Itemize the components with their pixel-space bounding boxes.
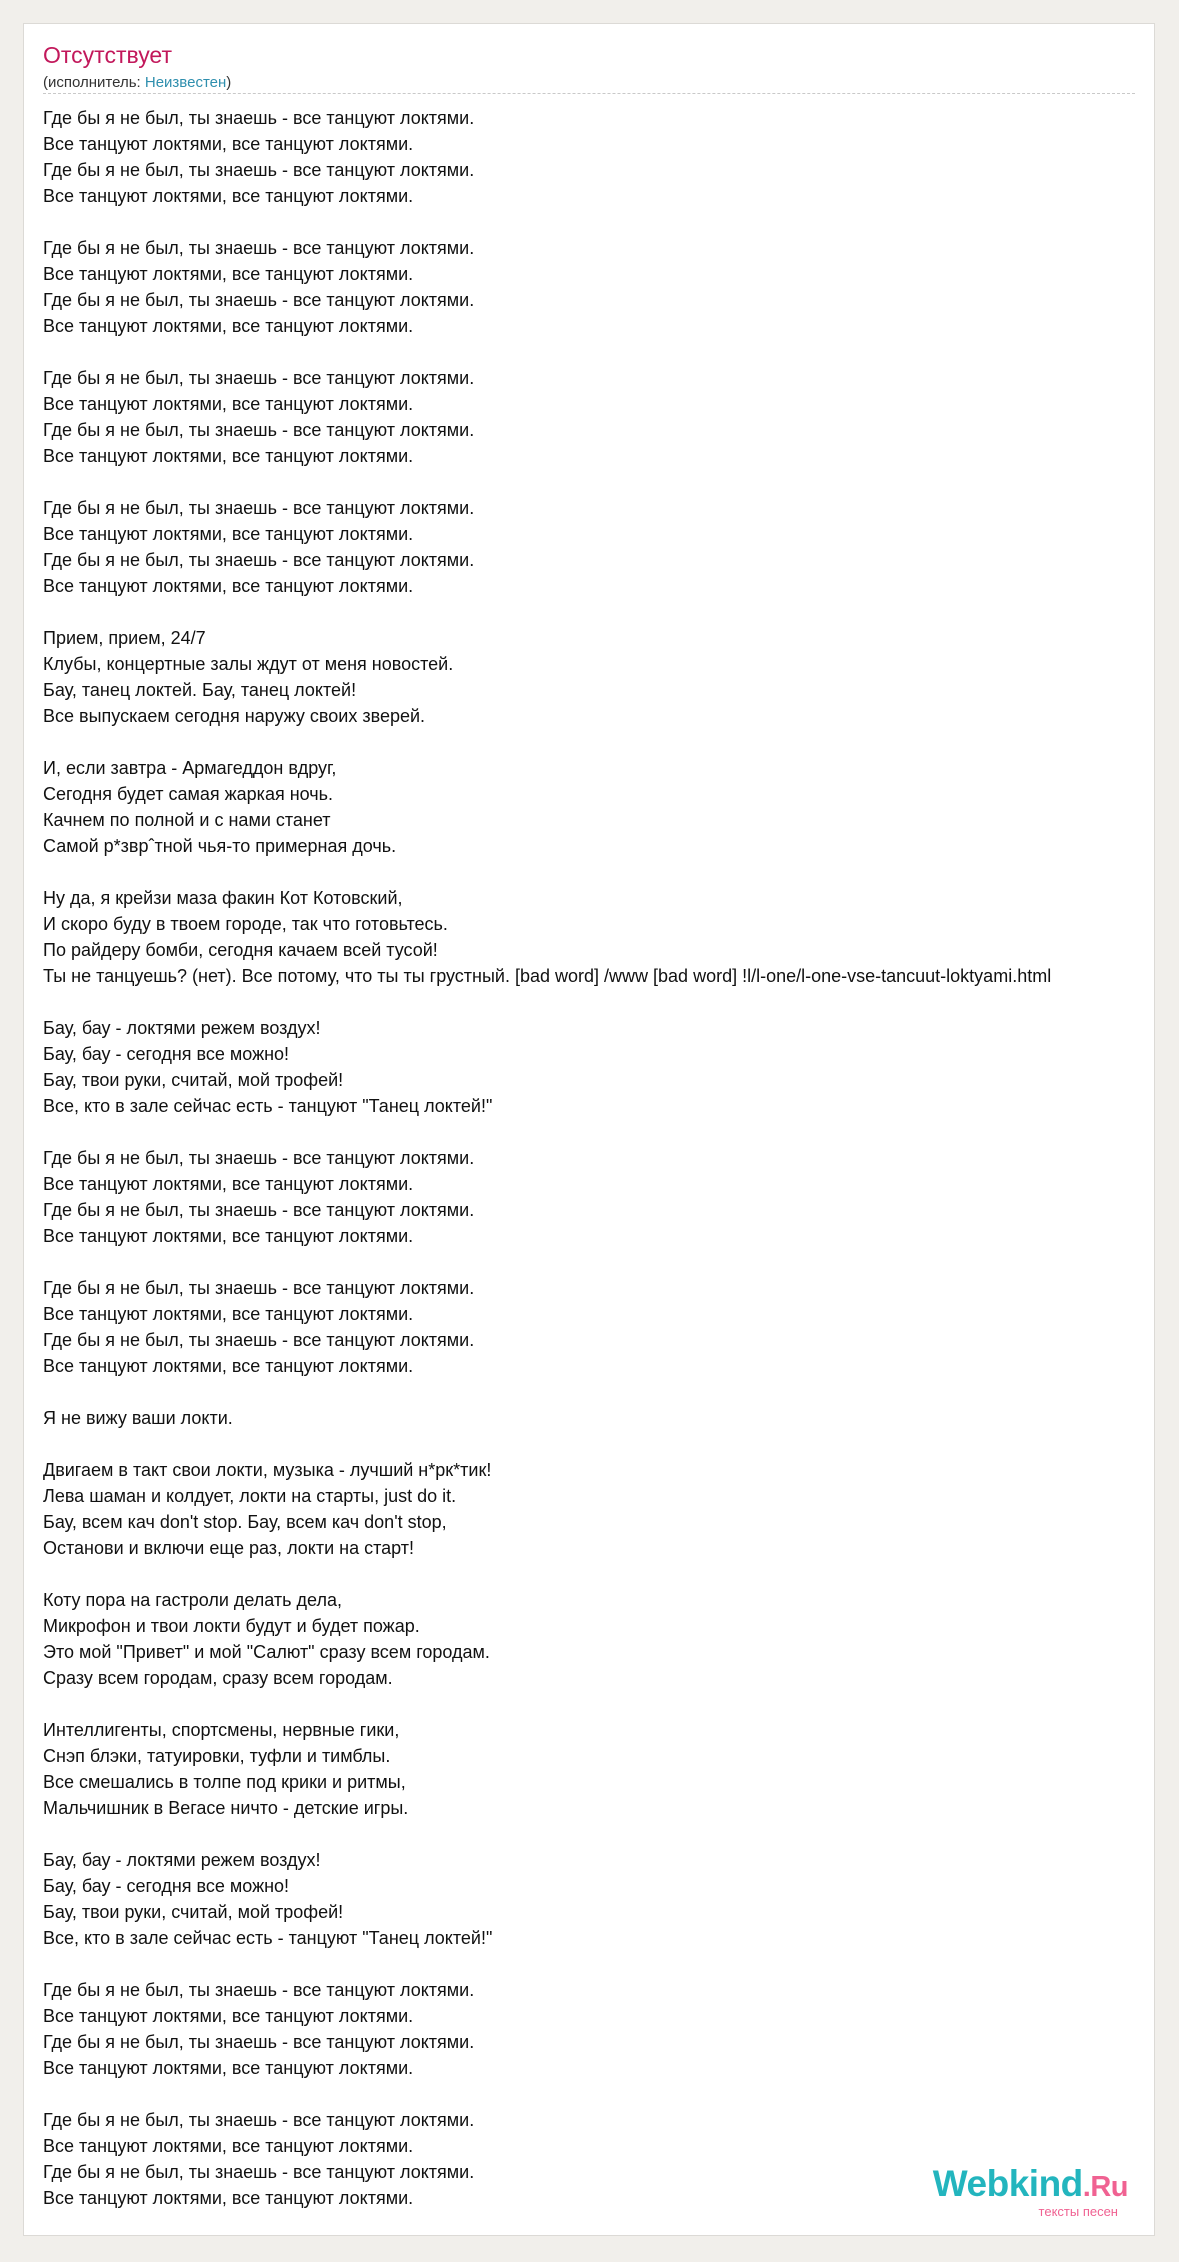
lyric-line: Все танцуют локтями, все танцуют локтями. xyxy=(43,2006,414,2026)
lyric-line: Снэп блэки, татуировки, туфли и тимблы. xyxy=(43,1746,391,1766)
lyric-line: Бау, всем кач don't stop. Бау, всем кач don't stop, xyxy=(43,1512,447,1532)
logo-wordmark xyxy=(928,2164,1128,2207)
lyric-line: Двигаем в такт свои локти, музыка - лучший н*рк*тик! xyxy=(43,1460,492,1480)
lyrics-text xyxy=(43,105,1051,2211)
lyric-line: Все танцуют локтями, все танцуют локтями. xyxy=(43,134,414,154)
stanza-gap xyxy=(43,339,1051,365)
lyric-line: Где бы я не был, ты знаешь - все танцуют локтями. xyxy=(43,2110,475,2130)
stanza-gap xyxy=(43,469,1051,495)
lyric-line: Ты не танцуешь? (нет). Все потому, что ты ты грустный. [bad word] /www [bad word] !l/l-one/l-one-vse-tancuut-loktyami.html xyxy=(43,966,1052,986)
stanza-gap xyxy=(43,859,1051,885)
lyric-line: Бау, бау - сегодня все можно! xyxy=(43,1876,290,1896)
lyric-line: Самой р*зврˆтной чья-то примерная дочь. xyxy=(43,836,397,856)
lyric-line: И, если завтра - Армагеддон вдруг, xyxy=(43,758,337,778)
stanza-gap xyxy=(43,599,1051,625)
lyric-line: Все смешались в толпе под крики и ритмы, xyxy=(43,1772,406,1792)
logo-domain: .Ru xyxy=(1082,2171,1128,2203)
lyric-line: Лева шаман и колдует, локти на старты, just do it. xyxy=(43,1486,457,1506)
lyric-line: Где бы я не был, ты знаешь - все танцуют локтями. xyxy=(43,108,475,128)
lyric-line: Все, кто в зале сейчас есть - танцуют "Танец локтей!" xyxy=(43,1928,493,1948)
stanza-gap xyxy=(43,1119,1051,1145)
lyric-line: Все выпускаем сегодня наружу своих зверей. xyxy=(43,706,426,726)
lyric-line: Где бы я не был, ты знаешь - все танцуют локтями. xyxy=(43,1278,475,1298)
lyric-line: Где бы я не был, ты знаешь - все танцуют локтями. xyxy=(43,160,475,180)
lyric-line: Все танцуют локтями, все танцуют локтями. xyxy=(43,394,414,414)
lyric-line: Бау, твои руки, считай, мой трофей! xyxy=(43,1902,344,1922)
stanza-gap xyxy=(43,1951,1051,1977)
lyric-line: Где бы я не был, ты знаешь - все танцуют локтями. xyxy=(43,1148,475,1168)
lyric-line: Микрофон и твои локти будут и будет пожар. xyxy=(43,1616,420,1636)
stanza-gap xyxy=(43,2081,1051,2107)
lyric-line: Прием, прием, 24/7 xyxy=(43,628,206,648)
lyric-line: Все танцуют локтями, все танцуют локтями. xyxy=(43,264,414,284)
lyrics-card xyxy=(23,23,1155,2236)
lyric-line: Все танцуют локтями, все танцуют локтями. xyxy=(43,186,414,206)
lyric-line: Останови и включи еще раз, локти на старт! xyxy=(43,1538,415,1558)
artist-suffix: ) xyxy=(226,74,232,91)
artist-link[interactable]: Неизвестен xyxy=(144,74,227,91)
lyric-line: Сегодня будет самая жаркая ночь. xyxy=(43,784,334,804)
lyric-line: Бау, танец локтей. Бау, танец локтей! xyxy=(43,680,357,700)
lyric-line: Бау, бау - сегодня все можно! xyxy=(43,1044,290,1064)
lyric-line: Где бы я не был, ты знаешь - все танцуют локтями. xyxy=(43,238,475,258)
lyric-line: Все танцуют локтями, все танцуют локтями. xyxy=(43,1226,414,1246)
lyric-line: Все танцуют локтями, все танцуют локтями. xyxy=(43,446,414,466)
lyric-line: Где бы я не был, ты знаешь - все танцуют локтями. xyxy=(43,550,475,570)
lyric-line: Где бы я не был, ты знаешь - все танцуют локтями. xyxy=(43,1200,475,1220)
lyric-line: Бау, бау - локтями режем воздух! xyxy=(43,1850,321,1870)
stanza-gap xyxy=(43,1431,1051,1457)
lyric-line: Все танцуют локтями, все танцуют локтями. xyxy=(43,316,414,336)
lyric-line: По райдеру бомби, сегодня качаем всей тусой! xyxy=(43,940,438,960)
stanza-gap xyxy=(43,1821,1051,1847)
lyric-line: Все танцуют локтями, все танцуют локтями. xyxy=(43,1304,414,1324)
lyric-line: Это мой "Привет" и мой "Салют" сразу всем городам. xyxy=(43,1642,490,1662)
lyric-line: И скоро буду в твоем городе, так что готовьтесь. xyxy=(43,914,448,934)
lyric-line: Бау, бау - локтями режем воздух! xyxy=(43,1018,321,1038)
stanza-gap xyxy=(43,1249,1051,1275)
lyric-line: Все танцуют локтями, все танцуют локтями. xyxy=(43,524,414,544)
lyric-line: Где бы я не был, ты знаешь - все танцуют локтями. xyxy=(43,1330,475,1350)
stanza-gap xyxy=(43,1561,1051,1587)
stanza-gap xyxy=(43,1691,1051,1717)
logo-tagline: тексты песен xyxy=(1038,2204,1118,2219)
lyric-line: Все танцуют локтями, все танцуют локтями. xyxy=(43,2188,414,2208)
stanza-gap xyxy=(43,729,1051,755)
artist-prefix: (исполнитель: xyxy=(43,74,145,91)
webkind-logo[interactable] xyxy=(928,2164,1128,2219)
lyric-line: Интеллигенты, спортсмены, нервные гики, xyxy=(43,1720,400,1740)
lyric-line: Ну да, я крейзи маза факин Кот Котовский, xyxy=(43,888,403,908)
lyric-line: Где бы я не был, ты знаешь - все танцуют локтями. xyxy=(43,498,475,518)
lyric-line: Где бы я не был, ты знаешь - все танцуют локтями. xyxy=(43,2162,475,2182)
lyric-line: Клубы, концертные залы ждут от меня новостей. xyxy=(43,654,454,674)
lyric-line: Все, кто в зале сейчас есть - танцуют "Танец локтей!" xyxy=(43,1096,493,1116)
lyric-line: Где бы я не был, ты знаешь - все танцуют локтями. xyxy=(43,290,475,310)
lyric-line: Все танцуют локтями, все танцуют локтями. xyxy=(43,1356,414,1376)
lyric-line: Все танцуют локтями, все танцуют локтями. xyxy=(43,2058,414,2078)
lyric-line: Сразу всем городам, сразу всем городам. xyxy=(43,1668,393,1688)
lyric-line: Бау, твои руки, считай, мой трофей! xyxy=(43,1070,344,1090)
lyric-line: Все танцуют локтями, все танцуют локтями. xyxy=(43,576,414,596)
divider xyxy=(43,93,1135,94)
lyric-line: Все танцуют локтями, все танцуют локтями. xyxy=(43,1174,414,1194)
stanza-gap xyxy=(43,1379,1051,1405)
lyric-line: Где бы я не был, ты знаешь - все танцуют локтями. xyxy=(43,420,475,440)
lyric-line: Коту пора на гастроли делать дела, xyxy=(43,1590,342,1610)
logo-name: Webkind xyxy=(932,2163,1083,2204)
lyric-line: Мальчишник в Вегасе ничто - детские игры. xyxy=(43,1798,409,1818)
lyric-line: Качнем по полной и с нами станет xyxy=(43,810,331,830)
lyric-line: Где бы я не был, ты знаешь - все танцуют локтями. xyxy=(43,2032,475,2052)
artist-line xyxy=(43,74,231,91)
lyric-line: Где бы я не был, ты знаешь - все танцуют локтями. xyxy=(43,1980,475,2000)
stanza-gap xyxy=(43,209,1051,235)
stanza-gap xyxy=(43,989,1051,1015)
lyric-line: Где бы я не был, ты знаешь - все танцуют локтями. xyxy=(43,368,475,388)
song-title: Отсутствует xyxy=(43,42,172,68)
lyric-line: Я не вижу ваши локти. xyxy=(43,1408,233,1428)
lyric-line: Все танцуют локтями, все танцуют локтями. xyxy=(43,2136,414,2156)
